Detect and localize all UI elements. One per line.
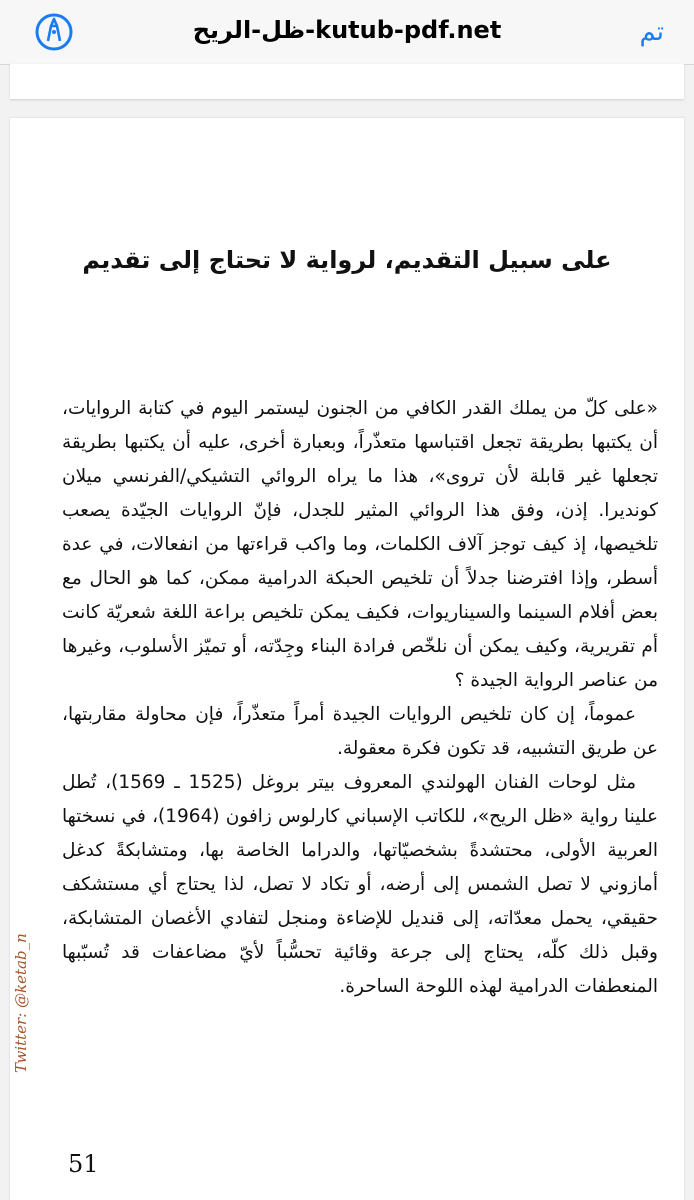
- paragraph-1: «على كلّ من يملك القدر الكافي من الجنون ليستمر اليوم في كتابة الروايات، أن يكتبها بطريقة تجعل اقتباسها متعذّراً، وبعبارة أخرى، عليه أن يكتبها بطريقة تجعلها غير قابلة لأن تروى»، هذا ما يراه الروائي التشيكي/الفرنسي ميلان كونديرا. إذن، وفق هذا الروائي المثير للجدل، فإنّ الروايات الجيّدة يصعب تلخيصها، إذ كيف توجز آلاف الكلمات، وما واكب قراءتها من انفعالات، في عدة أسطر، وإذا افترضنا جدلاً أن تلخيص الحبكة الدرامية ممكن، كما هو الحال مع بعض أفلام السينما والسيناريوات، فكيف يمكن تلخيص براعة اللغة شعريّة كانت أم تقريرية، وكيف يمكن أن نلخّص فرادة البناء وجِدّته، أو تميّز الأسلوب، وغيرها من عناصر الرواية الجيدة ؟: [62, 398, 658, 691]
- chapter-title: على سبيل التقديم، لرواية لا تحتاج إلى تقديم: [82, 246, 612, 274]
- pdf-page: [10, 118, 684, 1200]
- markup-pen-icon[interactable]: [34, 12, 74, 52]
- page-body-text: [62, 392, 658, 1004]
- page-number: 51: [68, 1150, 99, 1178]
- paragraph-2: عموماً، إن كان تلخيص الروايات الجيدة أمراً متعذّراً، فإن محاولة مقاربتها، عن طريق التشبيه، قد تكون فكرة معقولة.: [62, 704, 658, 759]
- done-button[interactable]: تم: [639, 17, 664, 47]
- twitter-credit-watermark: Twitter: @ketab_n: [12, 933, 30, 1073]
- document-title: ظل-الريح-kutub-pdf.net: [192, 16, 502, 44]
- previous-page-bottom: [10, 64, 684, 99]
- pdf-viewer-toolbar: [0, 0, 694, 65]
- paragraph-3: مثل لوحات الفنان الهولندي المعروف بيتر بروغل (1525 ـ 1569)، تُطل علينا رواية «ظل الريح»، للكاتب الإسباني كارلوس زافون (1964)، في نسختها العربية الأولى، محتشدةً بشخصيّاتها، والدراما الخاصة بها، ومتشابكةً كدغل أمازوني لا تصل الشمس إلى أرضه، أو تكاد لا تصل، لذا يحتاج أي مستشكف حقيقي، يحمل معدّاته، إلى قنديل للإضاءة ومنجل لتفادي الأغصان المتشابكة، وقبل ذلك كلّه، يحتاج إلى جرعة وقائية تحسُّباً لأيّ مضاعفات قد تُسبّبها المنعطفات الدرامية لهذه اللوحة الساحرة.: [62, 772, 659, 997]
